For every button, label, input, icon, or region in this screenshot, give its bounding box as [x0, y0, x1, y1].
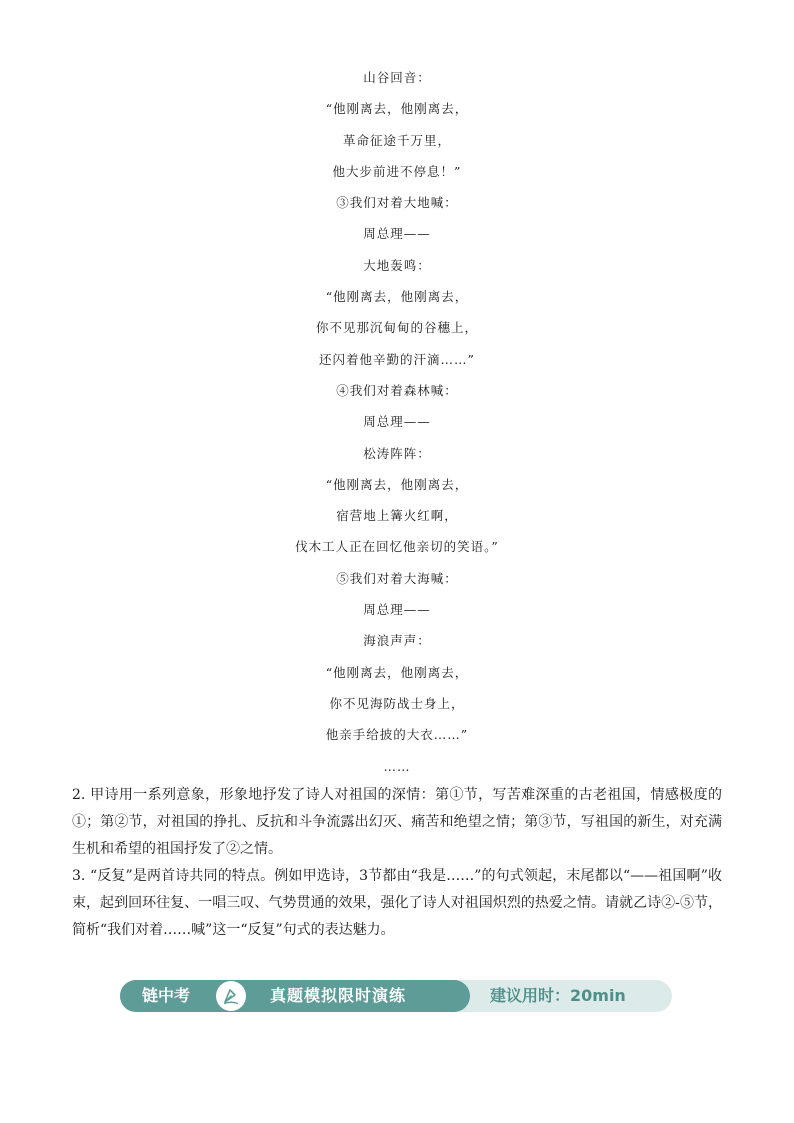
poem-excerpt	[0, 62, 794, 782]
question-2: 2. 甲诗用一系列意象，形象地抒发了诗人对祖国的深情：第①节，写苦难深重的古老祖国，情感极度的①；第②节，对祖国的挣扎、反抗和斗争流露出幻灭、痛苦和绝望之情；第③节，写祖国的新生，对充满生机和希望的祖国抒发了②之情。	[72, 787, 722, 857]
poem-line: 周总理——	[363, 602, 431, 618]
poem-line: “他刚离去，他刚离去，	[325, 664, 469, 680]
poem-line: 还闪着他辛勤的汗滴……”	[319, 351, 475, 367]
poem-line: ③我们对着大地喊：	[336, 195, 458, 211]
poem-line: 松涛阵阵：	[363, 445, 431, 461]
poem-line: 你不见海防战士身上，	[329, 695, 465, 711]
poem-line: 他亲手给披的大衣……”	[325, 727, 469, 743]
poem-line: 周总理——	[363, 414, 431, 430]
poem-line: 伐木工人正在回忆他亲切的笑语。”	[295, 539, 499, 555]
poem-line: “他刚离去，他刚离去，	[325, 101, 469, 117]
poem-line: 宿营地上篝火红啊，	[336, 508, 458, 524]
poem-line: 大地轰鸣：	[363, 257, 431, 273]
poem-line: 革命征途千万里，	[342, 132, 451, 148]
poem-line: 你不见那沉甸甸的谷穗上，	[315, 320, 478, 336]
poem-line: ⑤我们对着大海喊：	[336, 570, 458, 586]
poem-line: ④我们对着森林喊：	[336, 382, 458, 398]
banner-title: 真题模拟限时演练	[270, 986, 407, 1005]
question-list	[72, 782, 722, 944]
section-banner	[120, 980, 672, 1012]
pen-nib-icon	[216, 981, 246, 1011]
banner-time-suggestion: 建议用时：20min	[490, 986, 626, 1005]
poem-line: 海浪声声：	[363, 633, 431, 649]
poem-line: 他大步前进不停息！”	[332, 163, 462, 179]
question-3: 3. “反复”是两首诗共同的特点。例如甲选诗，3节都由“我是……”的句式领起，末尾都以“——祖国啊”收束，起到回环往复、一唱三叹、气势贯通的效果，强化了诗人对祖国炽烈的热爱之情。请就乙诗②-⑤节，简析“我们对着……喊”这一“反复”句式的表达魅力。	[72, 868, 722, 938]
banner-section-label: 链中考	[142, 986, 191, 1005]
poem-line: “他刚离去，他刚离去，	[325, 476, 469, 492]
poem-line: 周总理——	[363, 226, 431, 242]
poem-line: “他刚离去，他刚离去，	[325, 289, 469, 305]
poem-ellipsis: ……	[383, 758, 411, 774]
poem-line: 山谷回音：	[363, 70, 431, 85]
